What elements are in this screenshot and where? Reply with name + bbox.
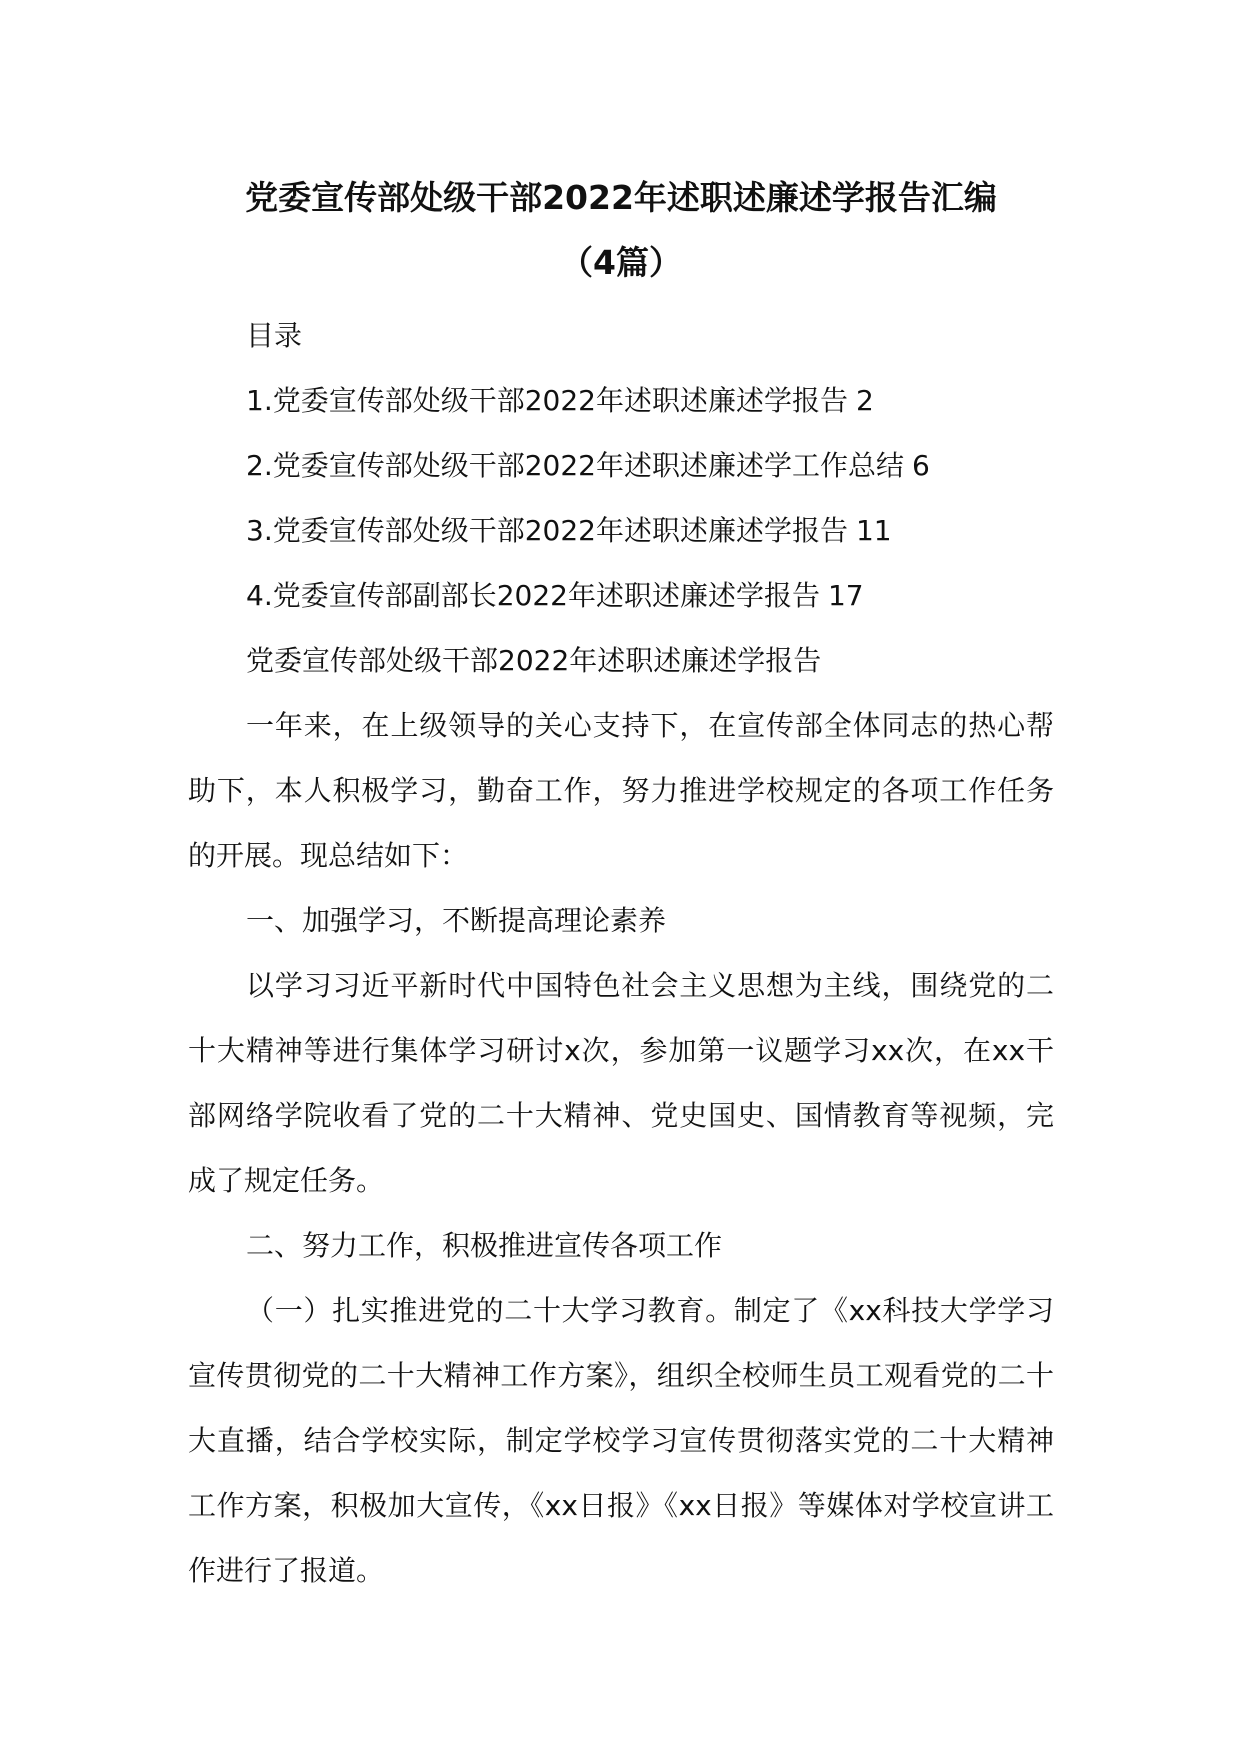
toc-entry-text: 3.党委宣传部处级干部2022年述职述廉述学报告 [246,514,848,547]
body-paragraph-work: （一）扎实推进党的二十大学习教育。制定了《xx科技大学学习宣传贯彻党的二十大精神工作方案》，组织全校师生员工观看党的二十大直播，结合学校实际，制定学校学习宣传贯彻落实党的二十大精神工作方案，积极加大宣传，《xx日报》《xx日报》等媒体对学校宣讲工作进行了报道。 [188,1294,1054,1587]
document-body [188,303,1054,1603]
document-title-subtitle: （4篇） [560,243,682,282]
toc-entry-text: 4.党委宣传部副部长2022年述职述廉述学报告 [246,579,820,612]
body-paragraph-intro: 一年来，在上级领导的关心支持下，在宣传部全体同志的热心帮助下，本人积极学习，勤奋工作，努力推进学校规定的各项工作任务的开展。现总结如下： [188,709,1054,872]
body-paragraph-study: 以学习习近平新时代中国特色社会主义思想为主线，围绕党的二十大精神等进行集体学习研讨x次，参加第一议题学习xx次，在xx干部网络学院收看了党的二十大精神、党史国史、国情教育等视频，完成了规定任务。 [188,969,1054,1197]
section-title: 党委宣传部处级干部2022年述职述廉述学报告 [246,644,822,677]
toc-entry-text: 1.党委宣传部处级干部2022年述职述廉述学报告 [246,384,848,417]
toc-entry-page: 17 [827,579,864,612]
toc-entry-2 [188,433,1054,498]
section-heading-2: 二、努力工作，积极推进宣传各项工作 [246,1229,723,1262]
toc-entry-page: 11 [855,514,892,547]
toc-entry-1 [188,368,1054,433]
toc-entry-4 [188,563,1054,628]
toc-entry-page: 2 [855,384,874,417]
toc-heading: 目录 [246,319,303,352]
toc-entry-page: 6 [911,449,930,482]
toc-entry-3 [188,498,1054,563]
toc-entry-text: 2.党委宣传部处级干部2022年述职述廉述学工作总结 [246,449,904,482]
document-title: 党委宣传部处级干部2022年述职述廉述学报告汇编 [245,178,997,217]
section-heading-1: 一、加强学习，不断提高理论素养 [246,904,667,937]
